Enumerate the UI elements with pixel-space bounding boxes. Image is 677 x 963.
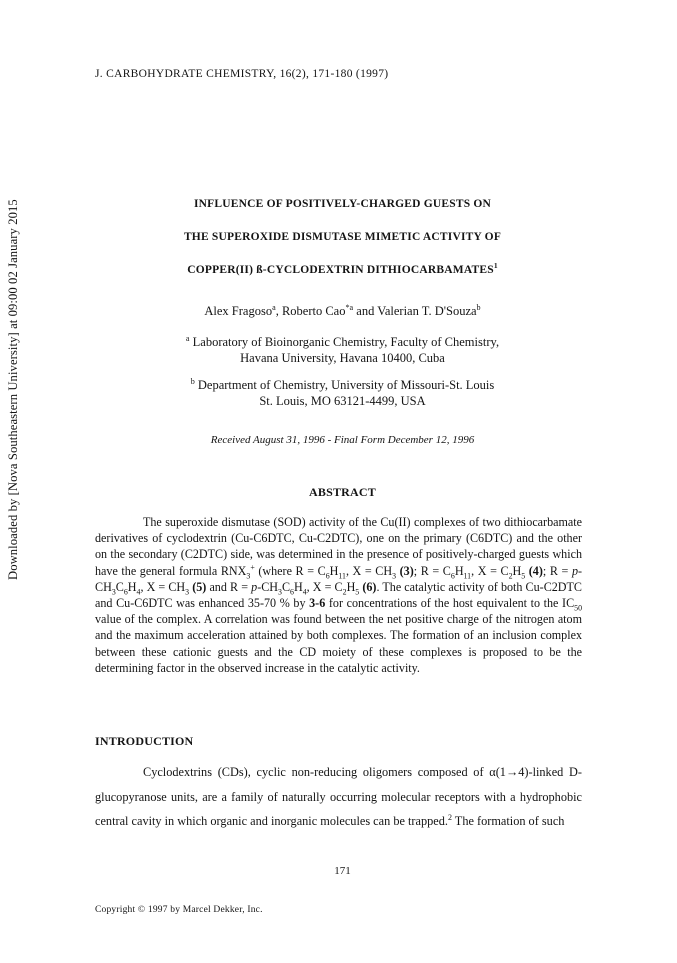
download-watermark: Downloaded by [Nova Southeastern University] at 09:00 02 January 2015 (6, 199, 20, 580)
affiliation-b: $^b$ Department of Chemistry, University of Missouri-St. Louis St. Louis, MO 63121-4499, USA (190, 376, 495, 408)
title-line-3: COPPER(II) ß-CYCLODEXTRIN DITHIOCARBAMATES$^1$ (187, 261, 498, 276)
title-line-1: INFLUENCE OF POSITIVELY-CHARGED GUESTS ON (193, 198, 492, 210)
abstract-body: The superoxide dismutase (SOD) activity of the Cu(II) complexes of two dithiocarbamate derivatives of cyclodextrin (Cu-C6DTC, Cu-C2DTC), one on the primary (C6DTC) and the other on the secondary (C2DTC) side, was determined in the presence of positively-charged guests which have the general formula $RNX_3^+$ (where $R = C_6H_{11}$, $X = CH_3$ (3); $R = C_6H_{11}$, $X = C_2H_5$ (4); $R = p-CH_3C_6H_4$, $X = CH_3$ (5) and $R = p-CH_3C_6H_4$, $X = C_2H_5$ (6). The catalytic activity of both Cu-C2DTC and Cu-C6DTC was enhanced 35-70 % by 3-6 for concentrations of the host equivalent to the $IC_{50}$ value of the complex. A correlation was found between the net positive charge of the nitrogen atom and the maximum acceleration attained by both complexes. The formation of an inclusion complex between these cationic guests and the CD moiety of these complexes is proposed to be the determining factor in the observed increase in the catalytic activity. (95, 515, 583, 675)
received-dates: Received August 31, 1996 - Final Form December 12, 1996 (210, 434, 475, 446)
page-number: 171 (334, 865, 351, 877)
introduction-heading: INTRODUCTION (95, 734, 194, 748)
copyright-notice: Copyright © 1997 by Marcel Dekker, Inc. (95, 905, 263, 915)
introduction-body: Cyclodextrins (CDs), cyclic non-reducing oligomers composed of α(1→4)-linked D-glucopyranose units, are a family of naturally occurring molecular receptors with a hydrophobic central cavity in which organic and inorganic molecules can be trapped.$^2$ The formation of such (95, 765, 582, 828)
title-line-2: THE SUPEROXIDE DISMUTASE MIMETIC ACTIVITY OF (183, 231, 502, 243)
abstract-heading: ABSTRACT (309, 485, 376, 499)
affiliation-a: $^a$ Laboratory of Bioinorganic Chemistry, Faculty of Chemistry, Havana University, Havana 10400, Cuba (185, 333, 500, 365)
journal-citation: J. CARBOHYDRATE CHEMISTRY, 16(2), 171-180 (1997) (95, 68, 389, 80)
author-list: Alex Fragoso$^a$, Roberto Cao$^{*a}$ and Valerian T. D'Souza$^b$ (204, 302, 481, 318)
